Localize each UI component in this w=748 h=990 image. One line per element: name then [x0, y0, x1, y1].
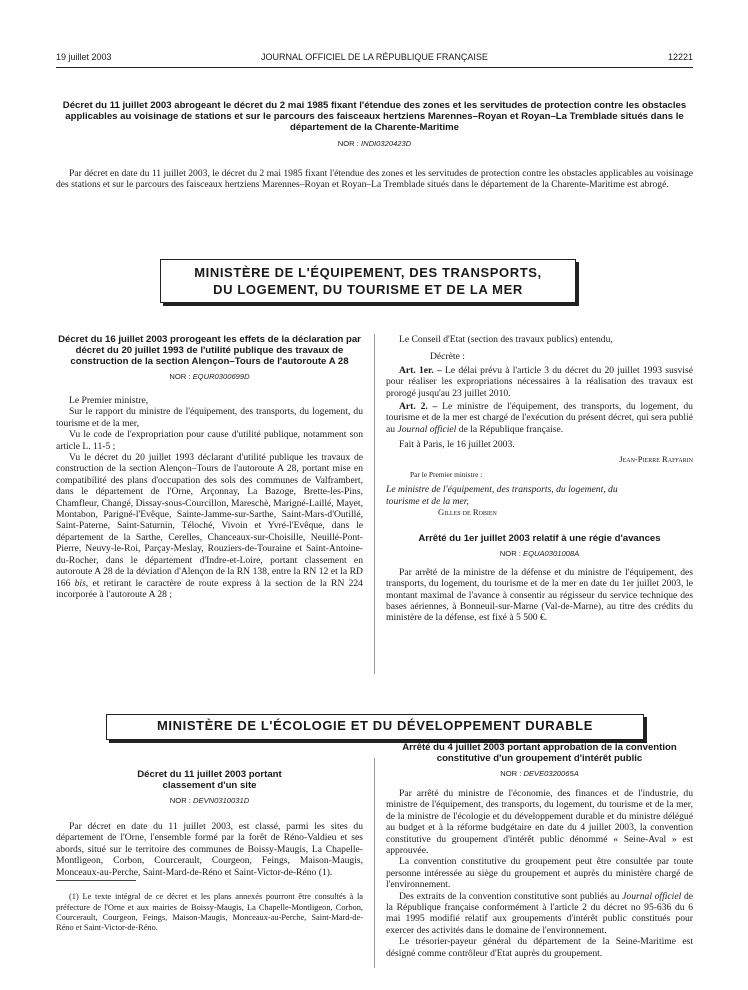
decree-a28-title: Décret du 16 juillet 2003 prorogeant les effets de la déclaration par décret du 20 juillet 1993 de l'utilité publique des travaux de construction de la section Alençon–Tours de l'autoroute A 28: [58, 334, 361, 367]
art2-text-a: Le ministre de l'équipement, des transports, du logement, du tourisme et de la mer est chargé de l'exécution du présent décret, qui sera publié au: [386, 401, 693, 435]
ministry-line-1: MINISTÈRE DE L'ÉCOLOGIE ET DU DÉVELOPPEMENT DURABLE: [157, 718, 593, 733]
header-date: 19 juillet 2003: [56, 52, 112, 62]
decree-a28-art2: [386, 401, 693, 435]
nor-label: NOR :: [169, 796, 191, 805]
arrete-gip-nor: [386, 769, 693, 778]
decree-site-title: Décret du 11 juillet 2003 portant classement d'un site: [137, 769, 282, 791]
p3-a: Des extraits de la convention constitutive sont publiés au: [399, 890, 620, 902]
art1-label: Art. 1er. –: [399, 364, 442, 376]
nor-label: NOR :: [337, 139, 359, 148]
arrete-regie-title: Arrêté du 1er juillet 2003 relatif à une régie d'avances: [418, 532, 661, 544]
decree-a28-minister-title: Le ministre de l'équipement, des transports, du logement, du tourisme et de la mer,: [386, 484, 618, 507]
arrete-gip-p3: [386, 891, 693, 937]
decree-a28-p2: Sur le rapport du ministre de l'équipement, des transports, du logement, du tourisme et de la mer,: [56, 406, 363, 429]
arrete-regie-nor: [386, 549, 693, 558]
decree-top-nor: [56, 139, 693, 148]
minister-name: Gilles de Robien: [438, 507, 497, 518]
ministry-line-1: MINISTÈRE DE L'ÉQUIPEMENT, DES TRANSPORTS,: [194, 265, 542, 280]
ministry-heading-equipement: [160, 259, 576, 303]
art1-text: Le délai prévu à l'article 3 du décret du 20 juillet 1993 susvisé pour réaliser les expropriations nécessaires à la réalisation des travaux est prorogé jusqu'au 23 juillet 2010.: [386, 364, 693, 399]
decree-top-body: Par décret en date du 11 juillet 2003, le décret du 2 mai 1985 fixant l'étendue des zones et les servitudes de protection contre les obstacles applicables au voisinage des stations et sur le parcours des faisceaux hertziens Marennes–Royan et Royan–La Tremblade situés dans le département de la Charente-Maritime est abrogé.: [56, 168, 693, 191]
decree-top-title: Décret du 11 juillet 2003 abrogeant le décret du 2 mai 1985 fixant l'étendue des zones et les servitudes de protection contre les obstacles applicables au voisinage de stations et sur le parcours des faisceaux hertziens Marennes–Royan et Royan–La Tremblade situés dans le département de la Charente-Maritime: [62, 100, 687, 133]
decree-site-body: Par décret en date du 11 juillet 2003, est classé, parmi les sites du département de l'Orne, l'ensemble formé par la forêt de Réno-Valdieu et ses abords, situé sur le territoire des communes de Boissy-Maugis, La Chapelle-Montligeon, Corbon, Courcerault, Courgeon, Feings, Maison-Maugis, Monceaux-au-Perche, Saint-Mard-de-Réno et Saint-Victor-de-Réno (1).: [56, 821, 363, 878]
p3-journal: Journal officiel: [622, 890, 682, 902]
decree-a28-left-column: [56, 334, 363, 600]
nor-code: INDI0320423D: [360, 139, 412, 148]
p3-b: de la République française conformément à l'article 2 du décret no 95-636 du 6 mai 1995 modifié relatif aux groupements d'intérêt public constitués pour exercer des activités dans le domaine de l'environnement.: [386, 890, 693, 936]
p4-end: et retirant le caractère de route express à la section de la RN 224 incorporée à l'autoroute A 28 ;: [56, 577, 363, 600]
decree-a28-decrete: Décrète :: [430, 351, 465, 363]
arrete-gip-title: Arrêté du 4 juillet 2003 portant approbation de la convention constitutive d'un groupement d'intérêt public: [402, 742, 677, 764]
decree-a28-minister-name: [386, 507, 693, 518]
decree-a28-p1: Le Premier ministre,: [69, 395, 149, 406]
ministry-heading-ecologie: [106, 714, 644, 740]
nor-label: NOR :: [499, 548, 521, 558]
arrete-regie-body: Par arrêté de la ministre de la défense et du ministre de l'équipement, des transports, du logement, du tourisme et de la mer en date du 1er juillet 2003, le montant maximal de l'avance à consentir au régisseur du service technique des bases aériennes, à Bonneuil-sur-Marne (Val-de-Marne), au titre des crédits du ministère de la défense, est fixé à 5 500 €.: [386, 566, 693, 624]
decree-a28-done: Fait à Paris, le 16 juillet 2003.: [399, 439, 515, 451]
nor-code: DEVN0310031D: [193, 796, 250, 805]
signatory-name: Jean-Pierre Raffarin: [619, 453, 693, 464]
decree-site-footnote: (1) Le texte intégral de ce décret et les plans annexés pourront être consultés à la préfecture de l'Orne et aux mairies de Boissy-Maugis, La Chapelle-Montligeon, Corbon, Courcerault, Courgeon, Feings, Maison-Maugis, Monceaux-au-Perche, Saint-Mard-de-Réno et Saint-Victor-de-Réno.: [56, 892, 363, 932]
column-divider-top: [374, 334, 375, 674]
nor-code: DEVE0320065A: [523, 769, 579, 778]
decree-site-column: [56, 769, 363, 878]
nor-label: NOR :: [169, 372, 191, 381]
decree-a28-right-column: [386, 334, 693, 624]
decree-a28-art1: [386, 365, 693, 399]
column-divider-bottom: [374, 758, 375, 968]
p4-main: Vu le décret du 20 juillet 1993 déclarant d'utilité publique les travaux de construction de la section Alençon–Tours de l'autoroute A 28, portant mise en compatibilité des plans d'occupation des sols des communes de Valframbert, dans le département de l'Orne, Arçonnay, La Bazoge, Brette-les-Pins, Chamfleur, Changé, Dissay-sous-Courcillon, Mareschè, Marigné-Laillé, Mayet, Montabon, Parigné-l'Evêque, Sainte-Jamme-sur-Sarthe, Saint-Mars-d'Outillé, Saint-Paterne, Saint-Saturnin, Téloché, Vivoin et Yvré-l'Evêque, dans le département de la Sarthe, Cerelles, Chanceaux-sur-Choisille, Neuillé-Pont-Pierre, Neuvy-le-Roi, Parçay-Meslay, Rouziers-de-Touraine et Saint-Antoine-du-Rocher, dans le département d'Indre-et-Loire, portant classement en autoroute A 28 de la déviation d'Alençon de la RN 138, entre la RN 12 et la RD 166: [56, 452, 363, 589]
decree-a28-p3: Vu le code de l'expropriation pour cause d'utilité publique, notamment son article L. 11-5 ;: [56, 429, 363, 452]
nor-code: EQUA0301008A: [523, 548, 580, 558]
decree-a28-nor: [56, 372, 363, 381]
decree-a28-p5: Le Conseil d'Etat (section des travaux publics) entendu,: [399, 334, 613, 345]
nor-label: NOR :: [500, 769, 522, 778]
art2-journal: Journal officiel: [397, 423, 457, 435]
art2-text-b: de la République française.: [458, 423, 564, 435]
header-rule: [56, 67, 693, 68]
decree-site-nor: [56, 796, 363, 805]
header-journal-title: JOURNAL OFFICIEL DE LA RÉPUBLIQUE FRANÇAISE: [261, 52, 488, 62]
arrete-gip-p4: Le trésorier-payeur général du département de la Seine-Maritime est désigné comme contrôleur d'Etat auprès du groupement.: [386, 936, 693, 959]
ministry-line-2: DU LOGEMENT, DU TOURISME ET DE LA MER: [213, 282, 523, 297]
art2-label: Art. 2. –: [399, 401, 438, 413]
p4-bis: bis,: [74, 577, 89, 589]
header-page-number: 12221: [667, 52, 693, 62]
arrete-gip-p2: La convention constitutive du groupement peut être consultée par toute personne intéressée au siège du groupement et auprès du ministère chargé de l'environnement.: [386, 856, 693, 891]
arrete-gip-p1: Par arrêté du ministre de l'économie, des finances et de l'industrie, du ministre de l'équipement, des transports, du logement, du tourisme et de la mer, de la ministre de l'écologie et du développement durable et du ministre délégué au budget et à la réforme budgétaire en date du 4 juillet 2003, la convention constitutive du groupement d'intérêt public dénommé « Seine-Aval » est approuvée.: [386, 788, 693, 857]
arrete-regie-section: [386, 533, 693, 624]
footnote-rule: [56, 880, 136, 881]
decree-a28-by-pm: Par le Premier ministre :: [410, 470, 483, 480]
arrete-gip-column: [386, 742, 693, 959]
decree-a28-signatory: [386, 454, 693, 465]
decree-a28-p4: [56, 452, 363, 600]
running-header: [56, 50, 693, 66]
nor-code: EQUR0300699D: [192, 372, 250, 381]
decree-top-section: [56, 100, 693, 191]
